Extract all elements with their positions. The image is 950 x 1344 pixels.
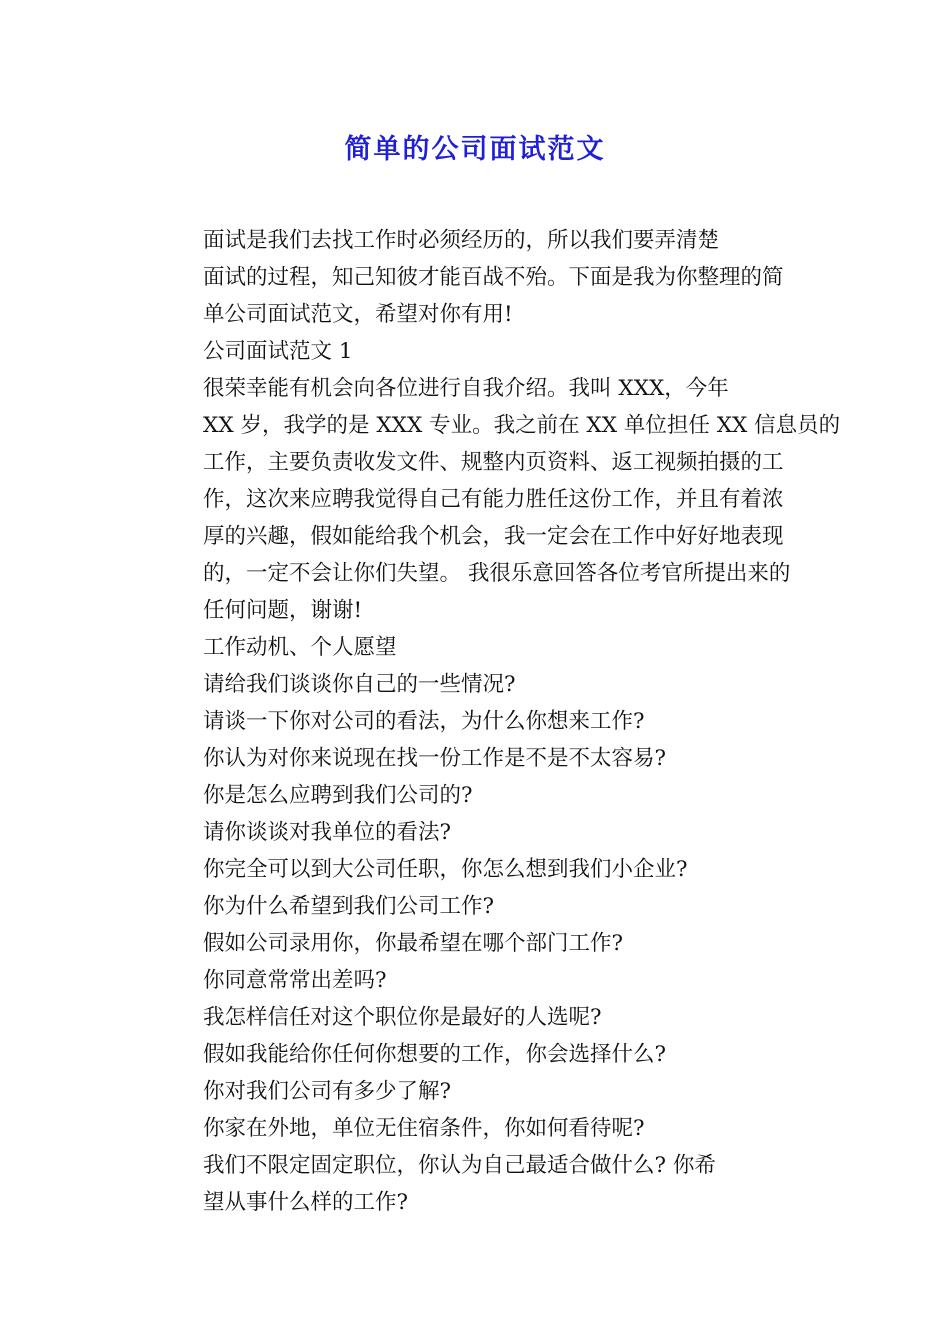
paragraph	[145, 740, 807, 777]
paragraph	[145, 814, 807, 851]
paragraph	[145, 962, 807, 999]
paragraph	[145, 222, 807, 333]
paragraph-line: 公司面试范文 1	[203, 339, 353, 364]
paragraph-line: 你家在外地，单位无住宿条件，你如何看待呢?	[203, 1116, 645, 1141]
paragraph-line: 你完全可以到大公司任职，你怎么想到我们小企业?	[203, 857, 688, 882]
paragraph-line: 望从事什么样的工作?	[203, 1190, 409, 1215]
paragraph	[145, 333, 807, 370]
paragraph-line: 我们不限定固定职位，你认为自己最适合做什么? 你希	[203, 1153, 716, 1178]
paragraph-line: 工作，主要负责收发文件、规整内页资料、返工视频拍摄的工	[203, 450, 784, 475]
paragraph	[145, 888, 807, 925]
paragraph	[145, 777, 807, 814]
paragraph	[145, 666, 807, 703]
paragraph-line: 假如公司录用你，你最希望在哪个部门工作?	[203, 931, 624, 956]
paragraph-line: 假如我能给你任何你想要的工作，你会选择什么?	[203, 1042, 667, 1067]
paragraph	[145, 1110, 807, 1147]
paragraph	[145, 925, 807, 962]
paragraph-line: 请你谈谈对我单位的看法?	[203, 820, 452, 845]
paragraph-line: 我怎样信任对这个职位你是最好的人选呢?	[203, 1005, 602, 1030]
paragraph-line: 你是怎么应聘到我们公司的?	[203, 783, 473, 808]
paragraph	[145, 1073, 807, 1110]
document-body	[145, 222, 841, 1221]
paragraph-line: 厚的兴趣，假如能给我个机会，我一定会在工作中好好地表现	[203, 524, 784, 549]
document-title: 简单的公司面试范文	[344, 134, 606, 165]
paragraph-line: 你对我们公司有多少了解?	[203, 1079, 452, 1104]
paragraph-line: 你认为对你来说现在找一份工作是不是不太容易?	[203, 746, 667, 771]
paragraph	[145, 851, 807, 888]
paragraph	[145, 629, 807, 666]
paragraph-line: XX 岁，我学的是 XXX 专业。我之前在 XX 单位担任 XX 信息员的	[203, 413, 841, 438]
paragraph	[145, 703, 807, 740]
paragraph-line: 面试是我们去找工作时必须经历的，所以我们要弄清楚	[203, 228, 720, 253]
paragraph-line: 请给我们谈谈你自己的一些情况?	[203, 672, 516, 697]
paragraph-line: 你为什么希望到我们公司工作?	[203, 894, 495, 919]
paragraph-line: 工作动机、个人愿望	[203, 635, 397, 660]
paragraph-line: 请谈一下你对公司的看法，为什么你想来工作?	[203, 709, 645, 734]
paragraph-line: 你同意常常出差吗?	[203, 968, 387, 993]
paragraph-line: 作，这次来应聘我觉得自己有能力胜任这份工作，并且有着浓	[203, 487, 784, 512]
paragraph-line: 任何问题，谢谢!	[203, 598, 363, 623]
paragraph	[145, 1036, 807, 1073]
paragraph-line: 单公司面试范文，希望对你有用!	[203, 302, 513, 327]
paragraph	[145, 999, 807, 1036]
paragraph-line: 面试的过程，知己知彼才能百战不殆。下面是我为你整理的简	[203, 265, 784, 290]
paragraph	[145, 370, 841, 629]
paragraph	[145, 1147, 807, 1221]
paragraph-line: 的，一定不会让你们失望。 我很乐意回答各位考官所提出来的	[203, 561, 791, 586]
paragraph-line: 很荣幸能有机会向各位进行自我介绍。我叫 XXX，今年	[203, 376, 729, 401]
